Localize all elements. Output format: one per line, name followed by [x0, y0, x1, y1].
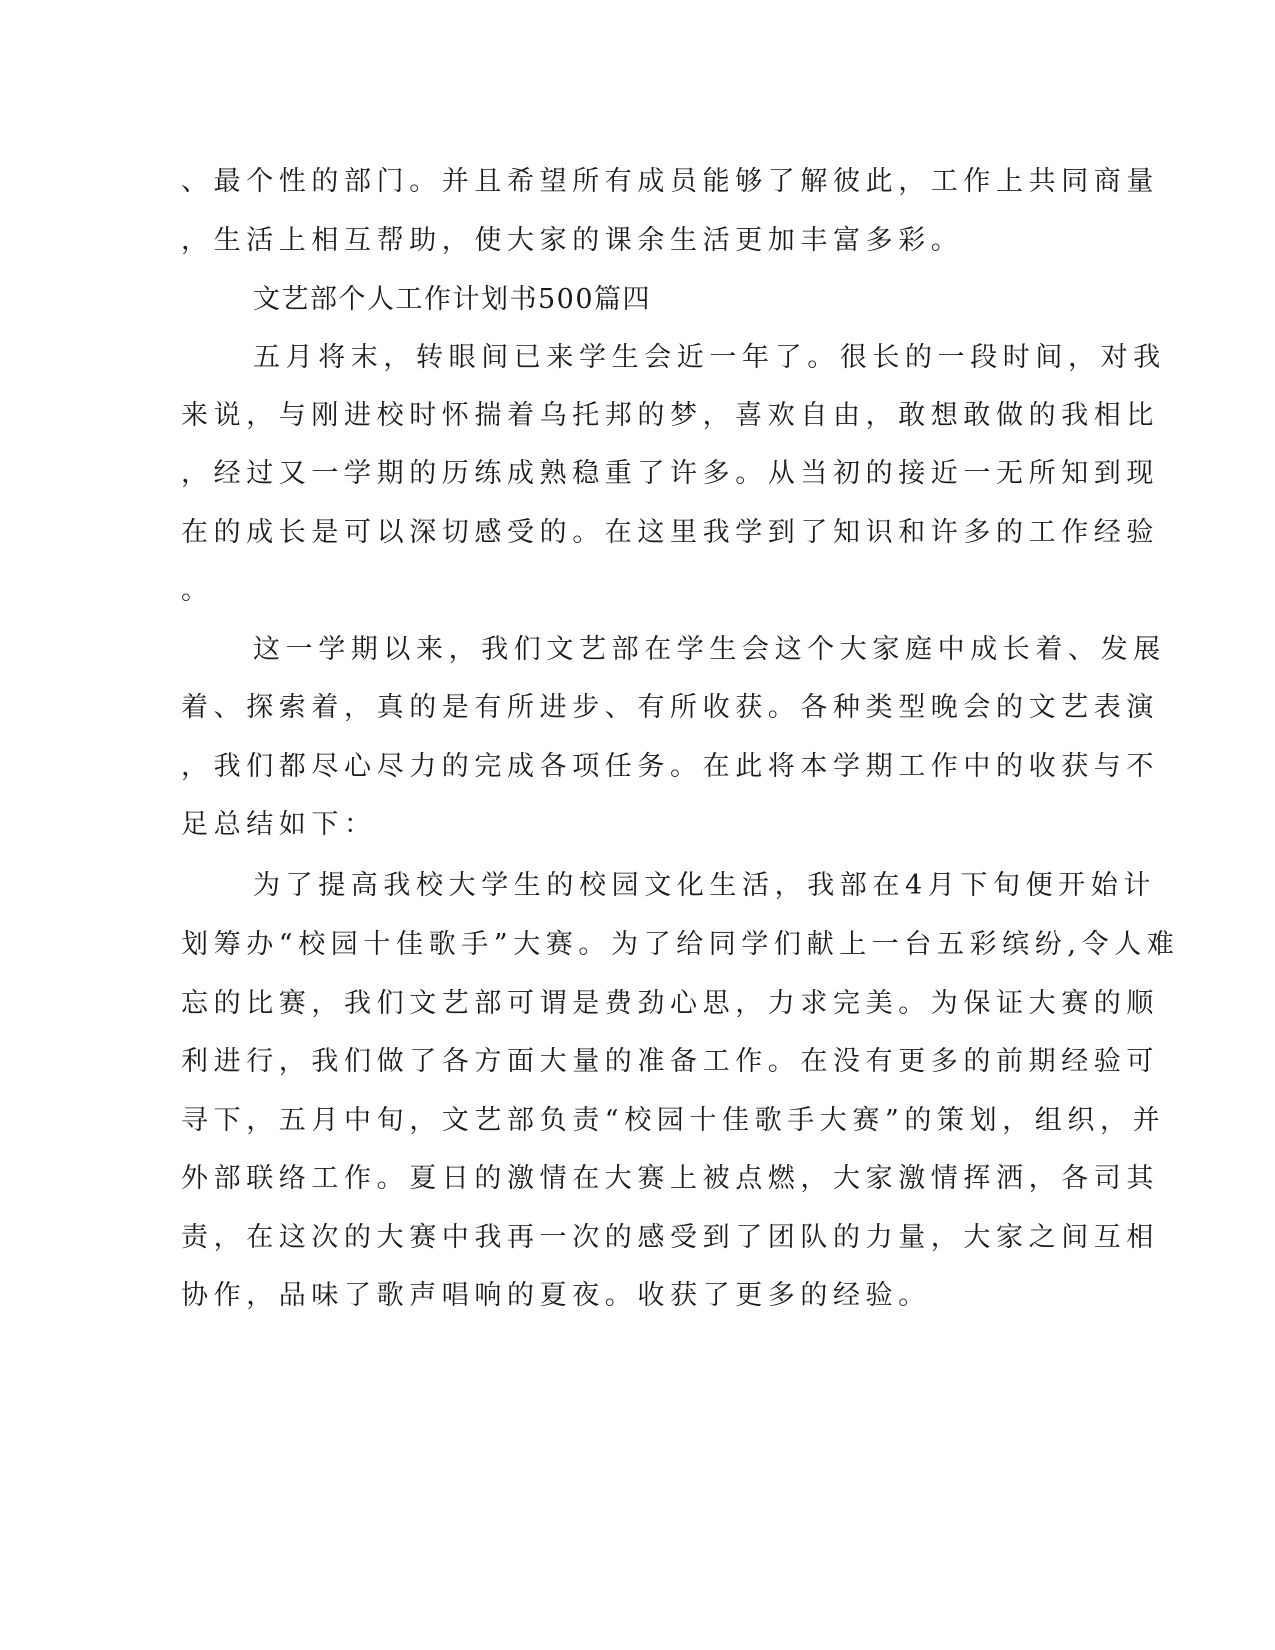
text-line: 、最个性的部门。并且希望所有成员能够了解彼此，工作上共同商量: [181, 166, 1159, 197]
text-line: 来说，与刚进校时怀揣着乌托邦的梦，喜欢自由，敢想敢做的我相比: [181, 400, 1159, 431]
text-line: 在的成长是可以深切感受的。在这里我学到了知识和许多的工作经验: [181, 517, 1159, 548]
text-line: 五月将末，转眼间已来学生会近一年了。很长的一段时间，对我: [253, 342, 1166, 373]
text-line: ，生活上相互帮助，使大家的课余生活更加丰富多彩。: [181, 225, 964, 256]
text-line: 协作，品味了歌声唱响的夏夜。收获了更多的经验。: [181, 1280, 931, 1311]
text-line: ，我们都尽心尽力的完成各项任务。在此将本学期工作中的收获与不: [181, 751, 1159, 782]
text-line: 忘的比赛，我们文艺部可谓是费劲心思，力求完美。为保证大赛的顺: [181, 988, 1159, 1019]
text-line: 利进行，我们做了各方面大量的准备工作。在没有更多的前期经验可: [181, 1046, 1159, 1077]
text-line: 这一学期以来，我们文艺部在学生会这个大家庭中成长着、发展: [253, 634, 1166, 665]
section-heading: 文艺部个人工作计划书500篇四: [253, 284, 652, 315]
text-line: 为了提高我校大学生的校园文化生活，我部在4月下旬便开始计: [253, 870, 1156, 901]
text-line: 寻下，五月中旬，文艺部负责“校园十佳歌手大赛”的策划，组织，并: [181, 1105, 1166, 1136]
text-line: 外部联络工作。夏日的激情在大赛上被点燃，大家激情挥洒，各司其: [181, 1163, 1159, 1194]
text-line: 责，在这次的大赛中我再一次的感受到了团队的力量，大家之间互相: [181, 1222, 1159, 1253]
text-line: 足总结如下：: [181, 809, 377, 840]
text-line: 划筹办“校园十佳歌手”大赛。为了给同学们献上一台五彩缤纷,令人难: [181, 929, 1180, 960]
text-line: 着、探索着，真的是有所进步、有所收获。各种类型晚会的文艺表演: [181, 692, 1159, 723]
text-line: ，经过又一学期的历练成熟稳重了许多。从当初的接近一无所知到现: [181, 458, 1159, 489]
text-line: 。: [181, 575, 214, 606]
